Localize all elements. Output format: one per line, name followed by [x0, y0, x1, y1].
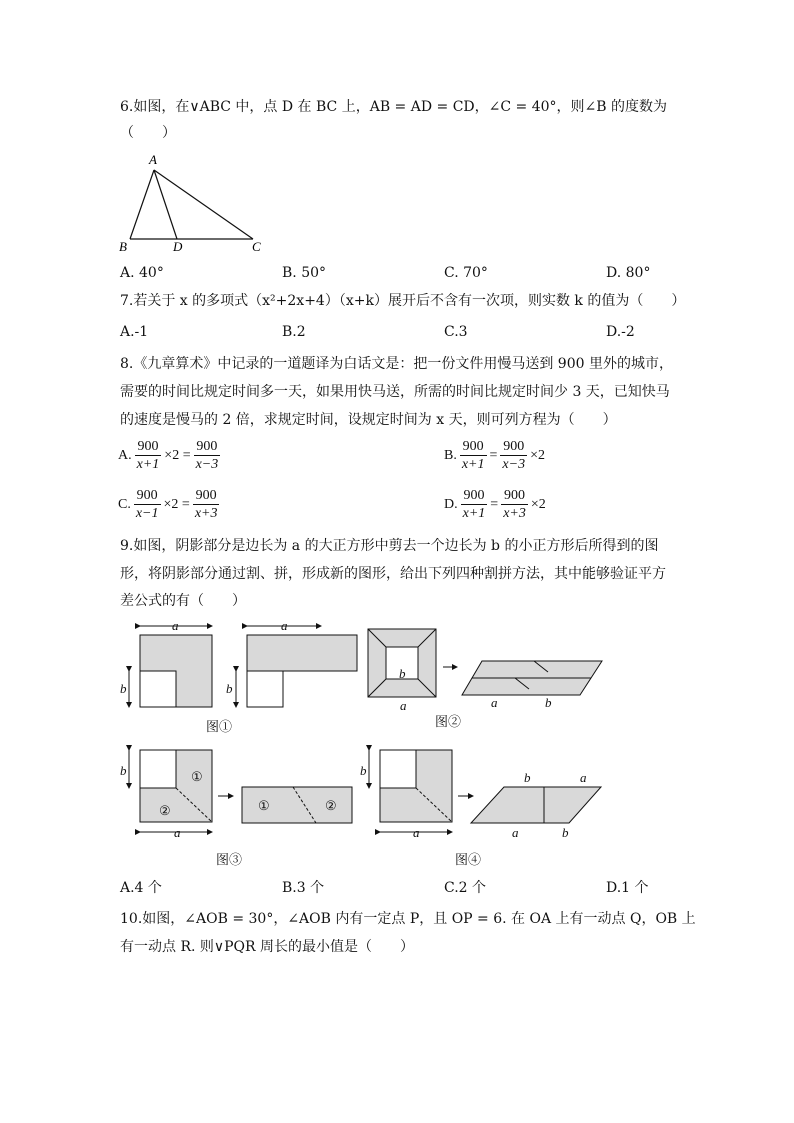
q7-option-c: C.3: [444, 324, 468, 340]
q9-fig2-label-a: a: [400, 698, 407, 713]
q9-fig4-caption: 图④: [455, 852, 482, 867]
q6-option-b: B. 50°: [282, 265, 327, 281]
q8-option-a: A. $\frac{900}{x+1}$ ×2 = $\frac{900}{x-3}$: [118, 439, 219, 472]
q9-stem-line1: 9.如图，阴影部分是边长为 a 的大正方形中剪去一个边长为 b 的小正方形后所得到的图: [120, 538, 659, 554]
q6-stem-line1: 6.如图，在∨ABC 中，点 D 在 BC 上，AB = AD = CD，∠C = 40°，则∠B 的度数为: [120, 99, 667, 115]
q9-fig3-label-b: b: [120, 763, 127, 778]
q9-fig3-label-a: a: [174, 825, 181, 840]
q7-option-d: D.-2: [606, 324, 635, 340]
q9-stem-line3: 差公式的有（ ）: [120, 593, 246, 609]
q9-fig4-label-a: a: [413, 825, 420, 840]
q10-stem-line2: 有一动点 R. 则∨PQR 周长的最小值是（ ）: [120, 939, 415, 955]
q8-stem-line1: 8.《九章算术》中记录的一道题译为白话文是：把一份文件用慢马送到 900 里外的城市，: [120, 356, 673, 372]
q6-option-a: A. 40°: [120, 265, 164, 281]
q9-fig1-caption: 图①: [206, 719, 233, 734]
q10-stem-line1: 10.如图，∠AOB = 30°，∠AOB 内有一定点 P，且 OP = 6. 在 OA 上有一动点 Q，OB 上: [120, 911, 696, 927]
q9-fig1-label-a: a: [172, 618, 179, 633]
q9-fig2-para-label-b: b: [545, 695, 552, 710]
q9-fig3-caption: 图③: [216, 852, 243, 867]
q9-fig4-para-top-a: a: [580, 770, 587, 785]
q9-fig4-para-bot-b: b: [562, 825, 569, 840]
q9-fig4-label-b: b: [360, 763, 367, 778]
q9-stem-line2: 形，将阴影部分通过割、拼，形成新的图形，给出下列四种割拼方法，其中能够验证平方: [120, 566, 666, 582]
q9-fig3-circle1: ①: [191, 769, 203, 784]
q9-fig2-caption: 图②: [435, 714, 462, 729]
q8-option-b: B. $\frac{900}{x+1}$ = $\frac{900}{x-3}$ ×2: [444, 439, 545, 472]
q9-fig3-rect-circle2: ②: [325, 798, 337, 813]
q6-triangle-figure: [115, 150, 275, 258]
q8-stem-line2: 需要的时间比规定时间多一天，如果用快马送，所需的时间比规定时间少 3 天，已知快马: [120, 384, 670, 400]
q9-fig2-label-b: b: [399, 666, 406, 681]
q9-option-b: B.3 个: [282, 880, 325, 896]
q8-stem-line3: 的速度是慢马的 2 倍，求规定时间，设规定时间为 x 天，则可列方程为（ ）: [120, 412, 617, 428]
q9-fig4-para-top-b: b: [524, 770, 531, 785]
q6-label-a: A: [149, 152, 157, 167]
q9-figures: [115, 615, 635, 875]
q6-label-d: D: [173, 239, 183, 254]
q9-fig2-para-label-a: a: [491, 695, 498, 710]
q9-fig1-label-b: b: [120, 681, 127, 696]
q9-fig1b-label-b: b: [226, 681, 233, 696]
q6-option-d: D. 80°: [606, 265, 651, 281]
q6-label-b: B: [119, 239, 127, 254]
q9-option-a: A.4 个: [120, 880, 162, 896]
q9-fig3-rect-circle1: ①: [258, 798, 270, 813]
q8-option-c: C. $\frac{900}{x-1}$ ×2 = $\frac{900}{x+3}$: [118, 488, 218, 521]
q8-option-d: D. $\frac{900}{x+1}$ = $\frac{900}{x+3}$ ×2: [444, 488, 546, 521]
q7-stem: 7.若关于 x 的多项式（x²+2x+4）（x+k）展开后不含有一次项，则实数 k 的值为（ ）: [120, 293, 686, 309]
q9-option-c: C.2 个: [444, 880, 487, 896]
q6-label-c: C: [252, 239, 261, 254]
q9-option-d: D.1 个: [606, 880, 649, 896]
q9-fig1b-label-a: a: [281, 618, 288, 633]
q6-option-c: C. 70°: [444, 265, 488, 281]
q9-fig3-circle2: ②: [159, 803, 171, 818]
q6-stem-line2: （ ）: [120, 125, 176, 141]
q9-fig4-para-bot-a: a: [512, 825, 519, 840]
q7-option-b: B.2: [282, 324, 306, 340]
q7-option-a: A.-1: [120, 324, 149, 340]
